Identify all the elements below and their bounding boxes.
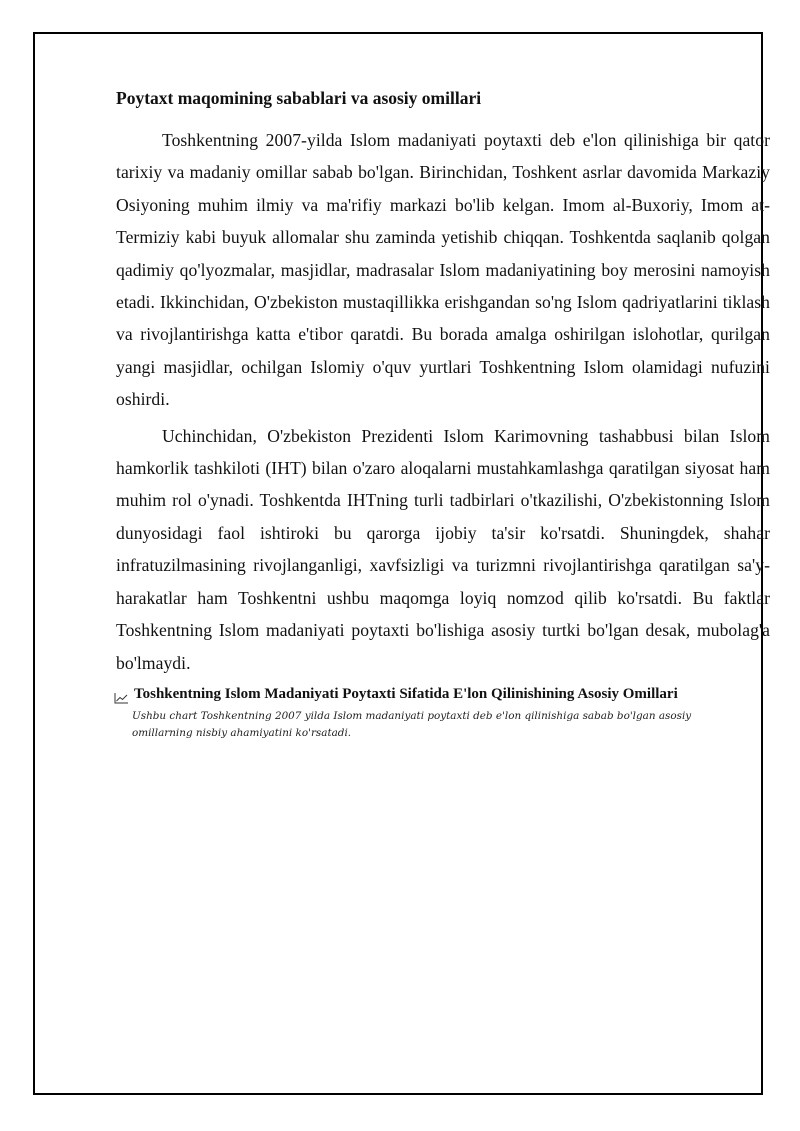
chart-title-row bbox=[114, 683, 768, 705]
document-body bbox=[116, 86, 770, 742]
paragraph-2: Uchinchidan, O'zbekiston Prezidenti Islom Karimovning tashabbusi bilan Islom hamkorlik tashkiloti (IHT) bilan o'zaro aloqalarni mustahkamlashga qaratilgan siyosat ham muhim rol o'ynadi. Toshkentda IHTning turli tadbirlari o'tkazilishi, O'zbekistonning Islom dunyosidagi faol ishtiroki bu qarorga ijobiy ta'sir ko'rsatdi. Shuningdek, shahar infratuzilmasining rivojlanganligi, xavfsizligi va turizmni rivojlantirishga qaratilgan sa'y-harakatlar ham Toshkentni ushbu maqomga loyiq nomzod qilib ko'rsatdi. Bu faktlar Toshkentning Islom madaniyati poytaxti bo'lishiga asosiy turtki bo'lgan desak, mubolag'a bo'lmaydi. bbox=[116, 425, 770, 673]
line-chart-icon bbox=[114, 689, 129, 701]
chart-caption: Ushbu chart Toshkentning 2007 yilda Islom madaniyati poytaxti deb e'lon qilinishiga sabab bo'lgan asosiy omillarning nisbiy ahamiyatini ko'rsatadi. bbox=[132, 709, 692, 739]
paragraph-1: Toshkentning 2007-yilda Islom madaniyati poytaxti deb e'lon qilinishiga bir qator tarixiy va madaniy omillar sabab bo'lgan. Birinchidan, Toshkent asrlar davomida Markaziy Osiyoning muhim ilmiy va ma'rifiy markazi bo'lib kelgan. Imom al-Buxoriy, Imom at-Termiziy kabi buyuk allomalar shu zaminda yetishib chiqqan. Toshkentda saqlanib qolgan qadimiy qo'lyozmalar, masjidlar, madrasalar Islom madaniyatining boy merosini namoyish etadi. Ikkinchidan, O'zbekiston mustaqillikka erishgandan so'ng Islom qadriyatlarini tiklash va rivojlantirishga katta e'tibor qaratdi. Bu borada amalga oshirilgan islohotlar, qurilgan yangi masjidlar, ochilgan Islomiy o'quv yurtlari Toshkentning Islom olamidagi nufuzini oshirdi. bbox=[116, 130, 770, 410]
chart-title: Toshkentning Islom Madaniyati Poytaxti Sifatida E'lon Qilinishining Asosiy Omillari bbox=[134, 685, 678, 702]
section-title: Poytaxt maqomining sabablari va asosiy omillari bbox=[116, 88, 482, 108]
chart-heading-block bbox=[114, 683, 768, 742]
